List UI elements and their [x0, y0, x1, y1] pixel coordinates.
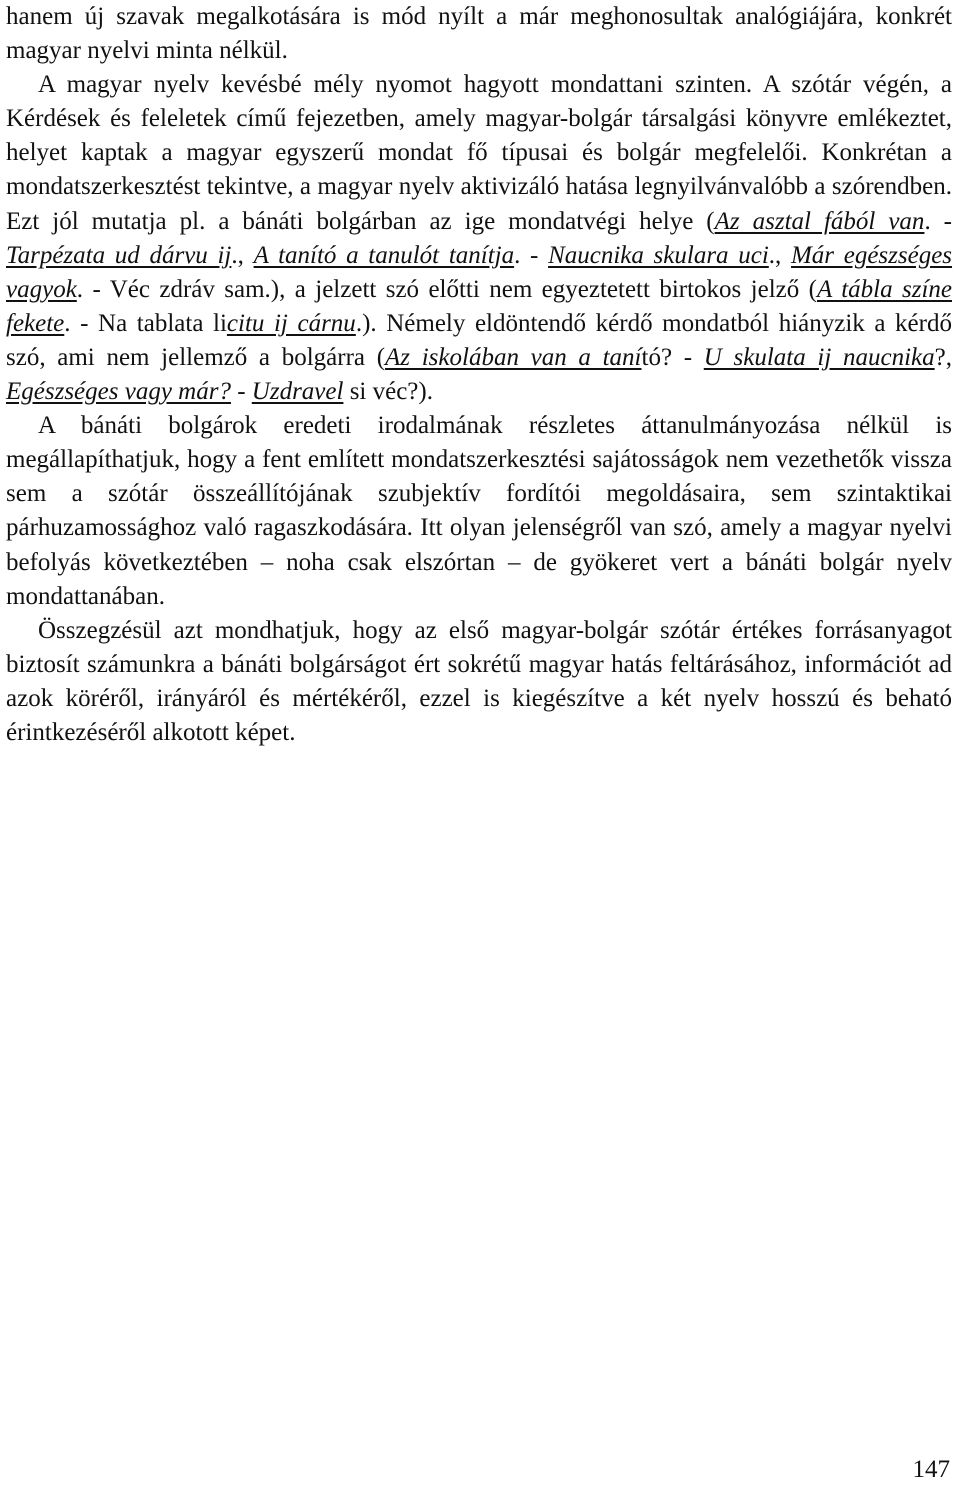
- example-hungarian: A tanító a tanulót tanítja: [253, 241, 515, 269]
- example-bulgarian: Naucnika skulara uci: [548, 241, 769, 269]
- example-hungarian: Az iskolában van a taní: [385, 343, 642, 371]
- example-bulgarian: U skulata ij naucnika: [703, 343, 935, 371]
- example-hungarian: Az asztal fából van: [714, 207, 925, 235]
- paragraph-1: hanem új szavak megalkotására is mód nyílt a már meghonosultak analógiájára, konkrét magyar nyelvi minta nélkül.: [6, 3, 952, 65]
- example-hungarian: Egészséges vagy már?: [6, 378, 231, 406]
- example-bulgarian: Uzdravel: [251, 378, 344, 406]
- paragraph-2: A magyar nyelv kevésbé mély nyomot hagyott mondattani szinten. A szótár végén, a Kérdések és feleletek című fejezetben, amely magyar-bolgár társalgási könyvre emlékeztet, helyet kaptak a magyar egyszerű mondat fő típusai és bolgár megfelelői. Konkrétan a mondatszerkesztést tekintve, a magyar nyelv aktivizáló hatása legnyilvánvalóbb a szórendben. Ezt jól mutatja pl. a bánáti bolgárban az ige mondatvégi helye (Az asztal fából van. - Tarpézata ud dárvu ij., A tanító a tanulót tanítja. - Naucnika skulara uci., Már egészséges vagyok. - Véc zdráv sam.), a jelzett szó előtti nem egyeztetett birtokos jelző (A tábla színe fekete. - Na tablata licitu ij cárnu.). Némely eldöntendő kérdő mondatból hiányzik a kérdő szó, ami nem jellemző a bolgárra (Az iskolában van a tanító? - U skulata ij naucnika?, Egészséges vagy már? - Uzdravel si véc?).: [6, 71, 953, 406]
- paragraph-3: A bánáti bolgárok eredeti irodalmának részletes áttanulmányozása nélkül is megállapíthatjuk, hogy a fent említett mondatszerkesztési sajátosságok nem vezethetők vissza sem a szótár összeállítójának szubjektív fordítói megoldásaira, sem szintaktikai párhuzamossághoz való ragaszkodására. Itt olyan jelenségről van szó, amely a magyar nyelvi befolyás következtében – noha csak elszórtan – de gyökeret vert a bánáti bolgár nyelv mondattanában.: [6, 412, 952, 610]
- example-hungarian: Már egészséges vagyok: [6, 241, 953, 303]
- example-bulgarian: citu ij cárnu: [226, 309, 356, 337]
- paragraph-4: Összegzésül azt mondhatjuk, hogy az első magyar-bolgár szótár értékes forrásanyagot biztosít számunkra a bánáti bolgárságot ért sokrétű magyar hatás feltárásához, információt ad azok köréről, irányáról és mértékéről, ezzel is kiegészítve a két nyelv hosszú és beható érintkezéséről alkotott képet.: [6, 616, 952, 746]
- example-hungarian: A tábla színe fekete: [6, 275, 952, 337]
- example-bulgarian: Tarpézata ud dárvu ij: [6, 241, 232, 269]
- page-number: 147: [912, 1456, 950, 1483]
- page-body: [6, 0, 952, 750]
